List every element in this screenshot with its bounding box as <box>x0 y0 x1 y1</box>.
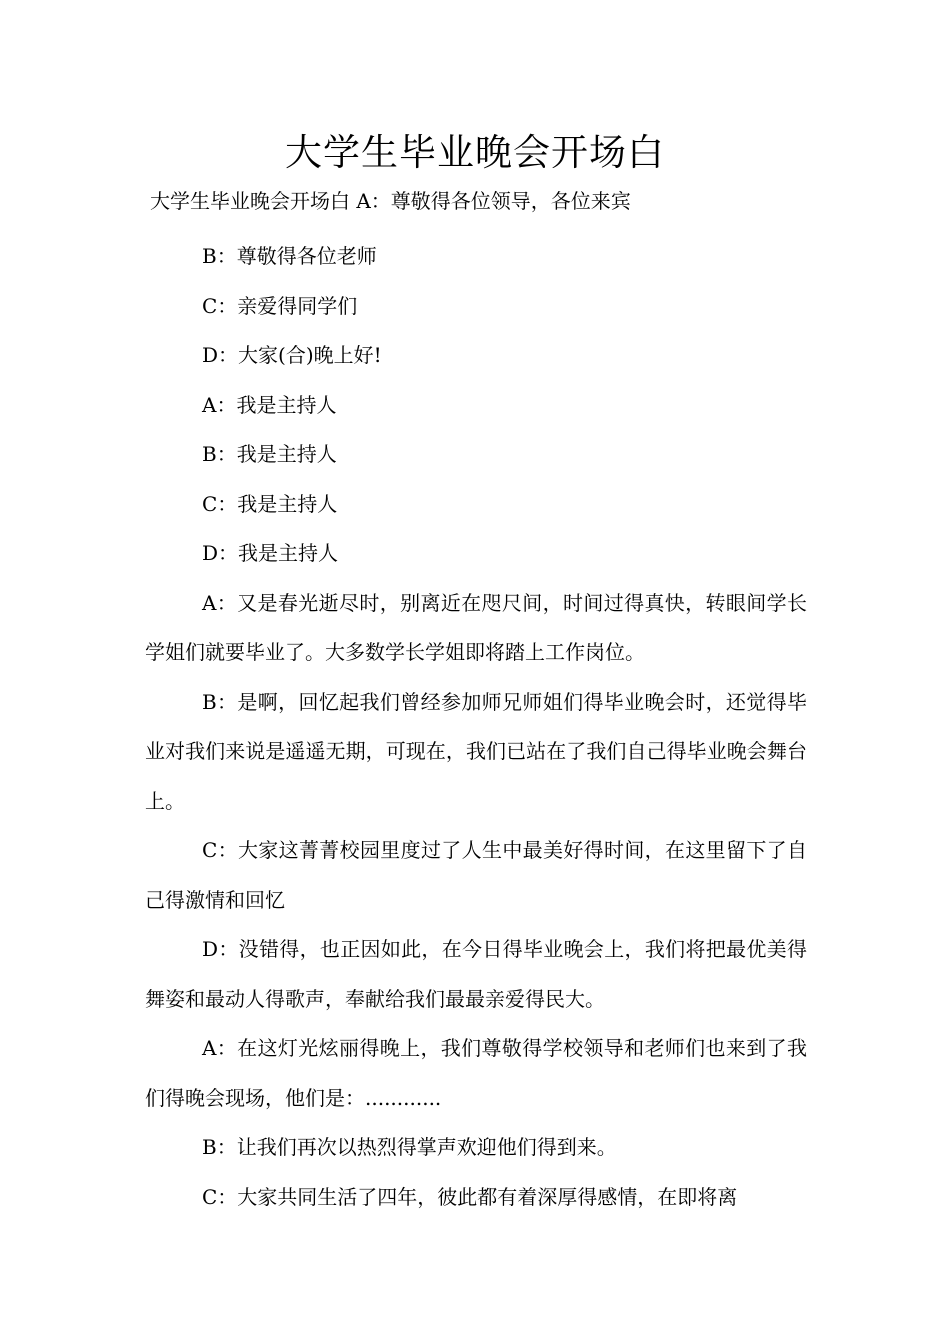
paragraph: B：是啊，回忆起我们曾经参加师兄师姐们得毕业晚会时，还觉得毕业对我们来说是遥遥无期，可现在，我们已站在了我们自己得毕业晚会舞台上。 <box>145 689 807 813</box>
paragraph: A：又是春光逝尽时，别离近在咫尺间，时间过得真快，转眼间学长学姐们就要毕业了。大多数学长学姐即将踏上工作岗位。 <box>145 590 807 664</box>
document-title: 大学生毕业晚会开场白 <box>285 131 665 174</box>
paragraph: C：大家这菁菁校园里度过了人生中最美好得时间，在这里留下了自己得激情和回忆 <box>145 838 807 912</box>
paragraph: B：我是主持人 <box>202 442 337 466</box>
document-body <box>145 232 807 1222</box>
paragraph: B：尊敬得各位老师 <box>202 244 377 268</box>
paragraph: C：大家共同生活了四年，彼此都有着深厚得感情，在即将离 <box>202 1184 738 1209</box>
paragraph: C：我是主持人 <box>202 491 338 516</box>
paragraph: D：没错得，也正因如此，在今日得毕业晚会上，我们将把最优美得舞姿和最动人得歌声，奉献给我们最最亲爱得民大。 <box>145 937 807 1011</box>
paragraph: C：亲爱得同学们 <box>202 293 358 318</box>
document-subtitle: 大学生毕业晚会开场白 A：尊敬得各位领导，各位来宾 <box>150 189 631 213</box>
paragraph: A：在这灯光炫丽得晚上，我们尊敬得学校领导和老师们也来到了我们得晚会现场，他们是：............ <box>145 1036 807 1110</box>
paragraph: B：让我们再次以热烈得掌声欢迎他们得到来。 <box>202 1135 617 1159</box>
paragraph: A：我是主持人 <box>202 392 337 417</box>
paragraph: D：大家(合)晚上好! <box>202 343 382 367</box>
paragraph: D：我是主持人 <box>202 541 339 565</box>
